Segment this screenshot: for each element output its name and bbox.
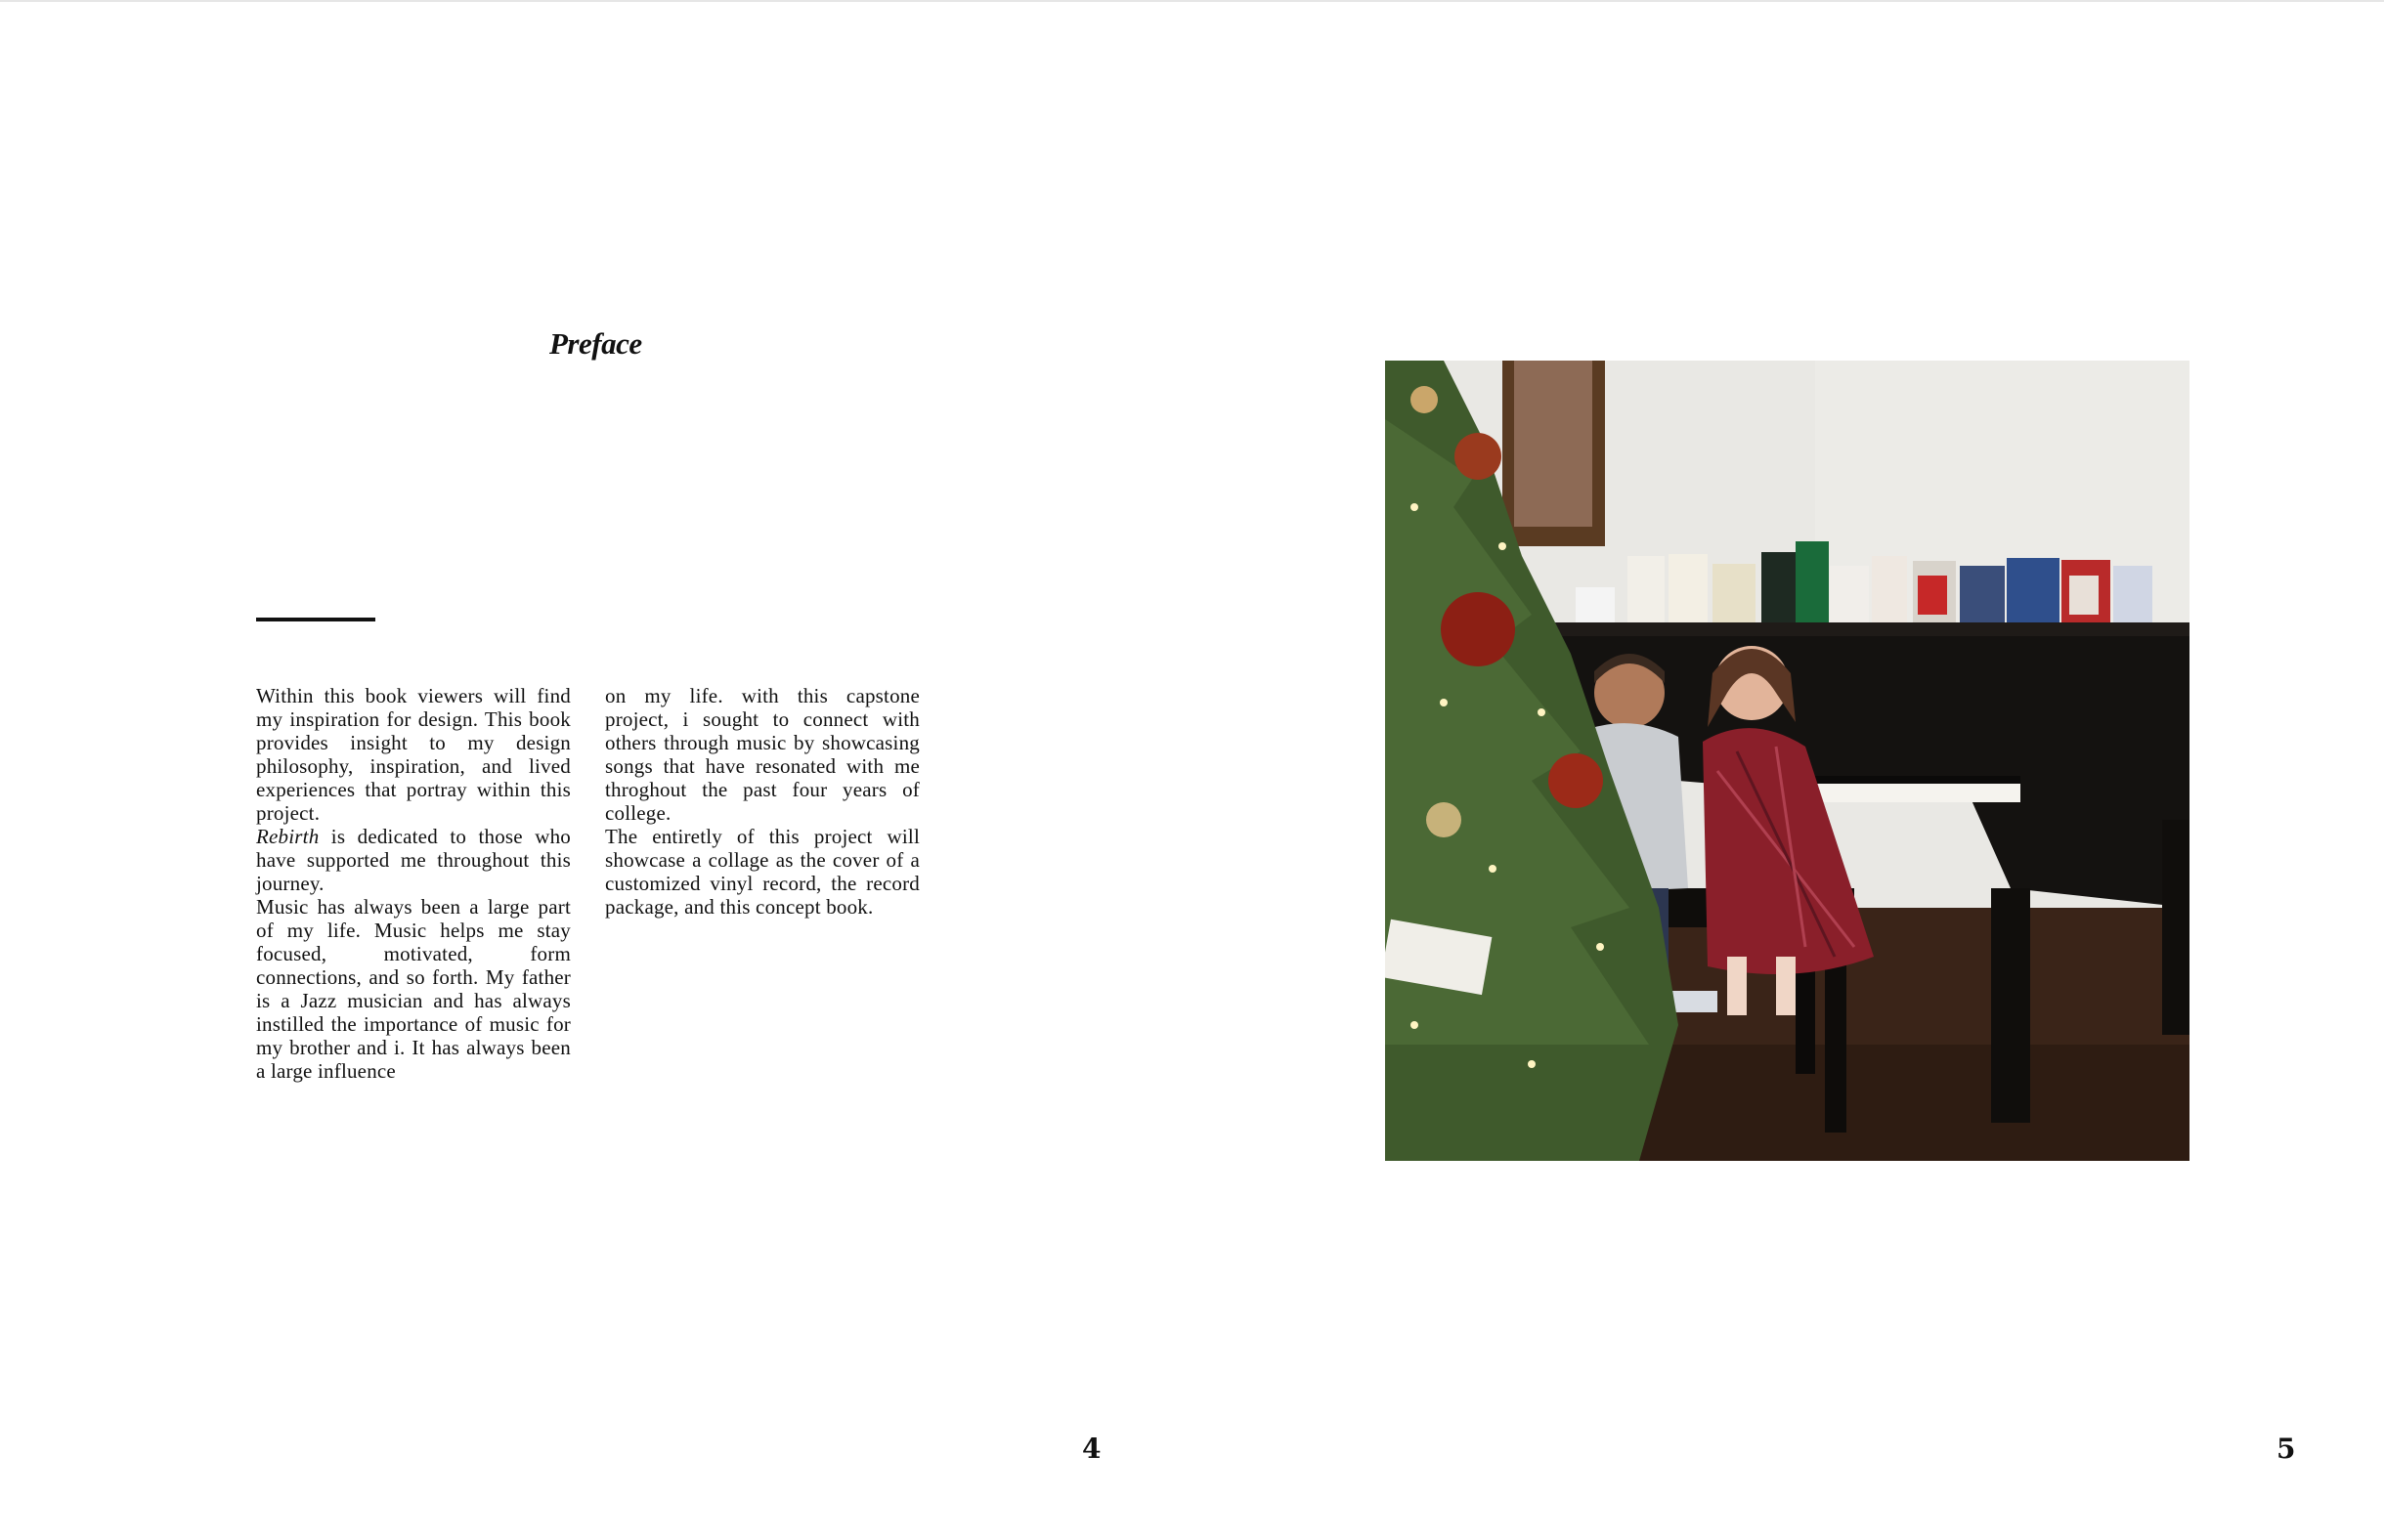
photo-illustration	[1385, 361, 2189, 1161]
italic-title: Rebirth	[256, 825, 320, 848]
divider-rule	[256, 618, 375, 621]
ornament	[1410, 386, 1438, 413]
ornament	[1548, 753, 1603, 808]
text-column-1	[256, 684, 571, 1083]
paragraph: Music has always been a large part of my life. Music helps me stay focused, motivated, form connections, and so forth. My father is a Jazz musician and has always instilled the importance of music for my brother and i. It has always been a large influence	[256, 895, 571, 1083]
page-number-right: 5	[2276, 1433, 2296, 1465]
piano-keys	[1796, 781, 2020, 802]
ornament	[1441, 592, 1515, 666]
paragraph	[256, 684, 571, 895]
page-number-left: 4	[1082, 1433, 1102, 1465]
paragraph: on my life. with this capstone project, i sought to connect with others through music by showcasing songs that have resonated with me throghout the past four years of college.	[605, 684, 920, 825]
text-column-2	[605, 684, 920, 919]
piano-leg	[2162, 820, 2189, 1035]
piano-leg	[1991, 888, 2030, 1123]
text-span: Within this book viewers will find my inspiration for design. This book provides insight to my design philosophy, inspiration, and lived experiences that portray within this project.	[256, 684, 571, 825]
photo-children-at-piano	[1385, 361, 2189, 1161]
text-span: is dedicated to those who have supported me throughout this journey.	[256, 825, 571, 895]
paragraph: The entiretly of this project will showcase a collage as the cover of a customized vinyl record, the record package, and this concept book.	[605, 825, 920, 919]
picture-canvas	[1514, 361, 1592, 527]
ornament	[1426, 802, 1461, 837]
ornament	[1454, 433, 1501, 480]
page-title: Preface	[549, 326, 642, 361]
